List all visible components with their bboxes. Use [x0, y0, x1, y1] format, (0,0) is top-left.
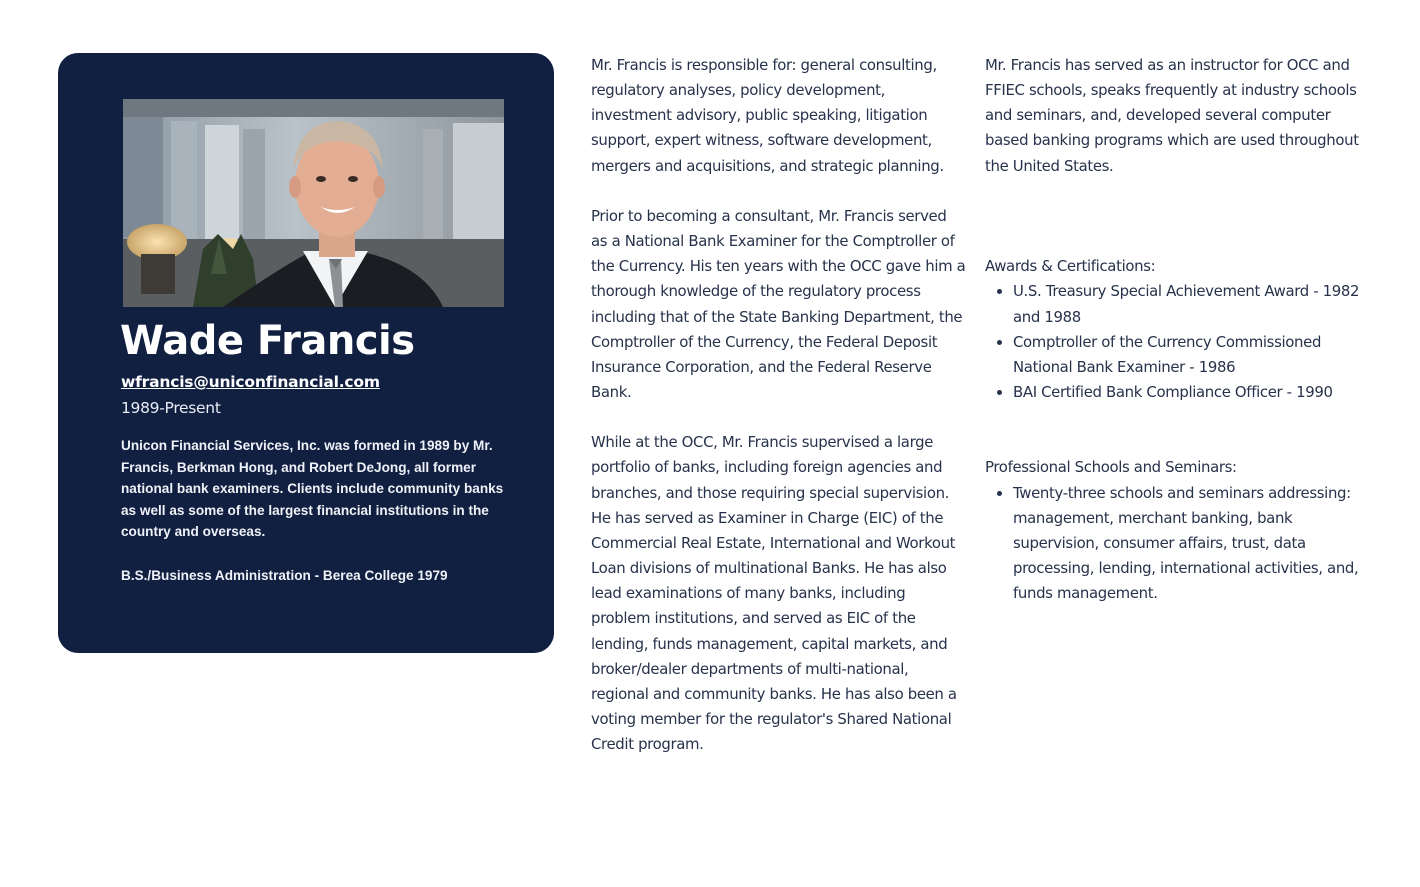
award-item: • Comptroller of the Currency Commissioned National Bank Examiner - 1986: [1013, 330, 1365, 380]
company-summary: Unicon Financial Services, Inc. was formed in 1989 by Mr. Francis, Berkman Hong, and Robert DeJong, all former national bank examiners. Clients include community banks as well as some of the largest financial institutions in the country and overseas.: [121, 438, 504, 540]
profile-name: Wade Francis: [120, 318, 415, 364]
education: B.S./Business Administration - Berea College 1979: [121, 568, 448, 583]
award-item: • BAI Certified Bank Compliance Officer - 1990: [1013, 380, 1365, 405]
spacer: [985, 204, 1365, 254]
bio-prior-experience: Prior to becoming a consultant, Mr. Francis served as a National Bank Examiner for the Comptroller of the Currency. His ten years with the OCC gave him a thorough knowledge of the regulatory process including that of the State Banking Department, the Comptroller of the Currency, the Federal Deposit Insurance Corporation, and the Federal Reserve Bank.: [591, 206, 966, 402]
credentials-column: [985, 53, 1365, 606]
schools-heading: Professional Schools and Seminars:: [985, 458, 1237, 477]
awards-heading: Awards & Certifications:: [985, 257, 1156, 276]
profile-photo: [123, 99, 504, 307]
award-item: • U.S. Treasury Special Achievement Award - 1982 and 1988: [1013, 279, 1365, 329]
bio-instructor: Mr. Francis has served as an instructor for OCC and FFIEC schools, speaks frequently at industry schools and seminars, and, developed several computer based banking programs which are used throughout the United States.: [985, 56, 1359, 175]
profile-card: [58, 53, 554, 653]
bio-responsibilities: Mr. Francis is responsible for: general consulting, regulatory analyses, policy development, investment advisory, public speaking, litigation support, expert witness, software development, mergers and acquisitions, and strategic planning.: [591, 56, 944, 175]
bio-column: [591, 53, 966, 782]
bio-occ-experience: While at the OCC, Mr. Francis supervised a large portfolio of banks, including foreign agencies and branches, and those requiring special supervision. He has served as Examiner in Charge (EIC) of the Commercial Real Estate, International and Workout Loan divisions of multinational Banks. He has also lead examinations of many banks, including problem institutions, and served as EIC of the lending, funds management, capital markets, and broker/dealer departments of multi-national, regional and community banks. He has also been a voting member for the regulator's Shared National Credit program.: [591, 433, 957, 754]
awards-list: [985, 279, 1365, 405]
schools-list: [985, 481, 1365, 607]
email-link[interactable]: wfrancis@uniconfinancial.com: [121, 373, 380, 391]
school-item: • Twenty-three schools and seminars addressing: management, merchant banking, bank supervision, consumer affairs, trust, data processing, lending, international activities, and, funds management.: [1013, 481, 1365, 607]
spacer: [985, 405, 1365, 455]
tenure-years: 1989-Present: [121, 399, 221, 417]
